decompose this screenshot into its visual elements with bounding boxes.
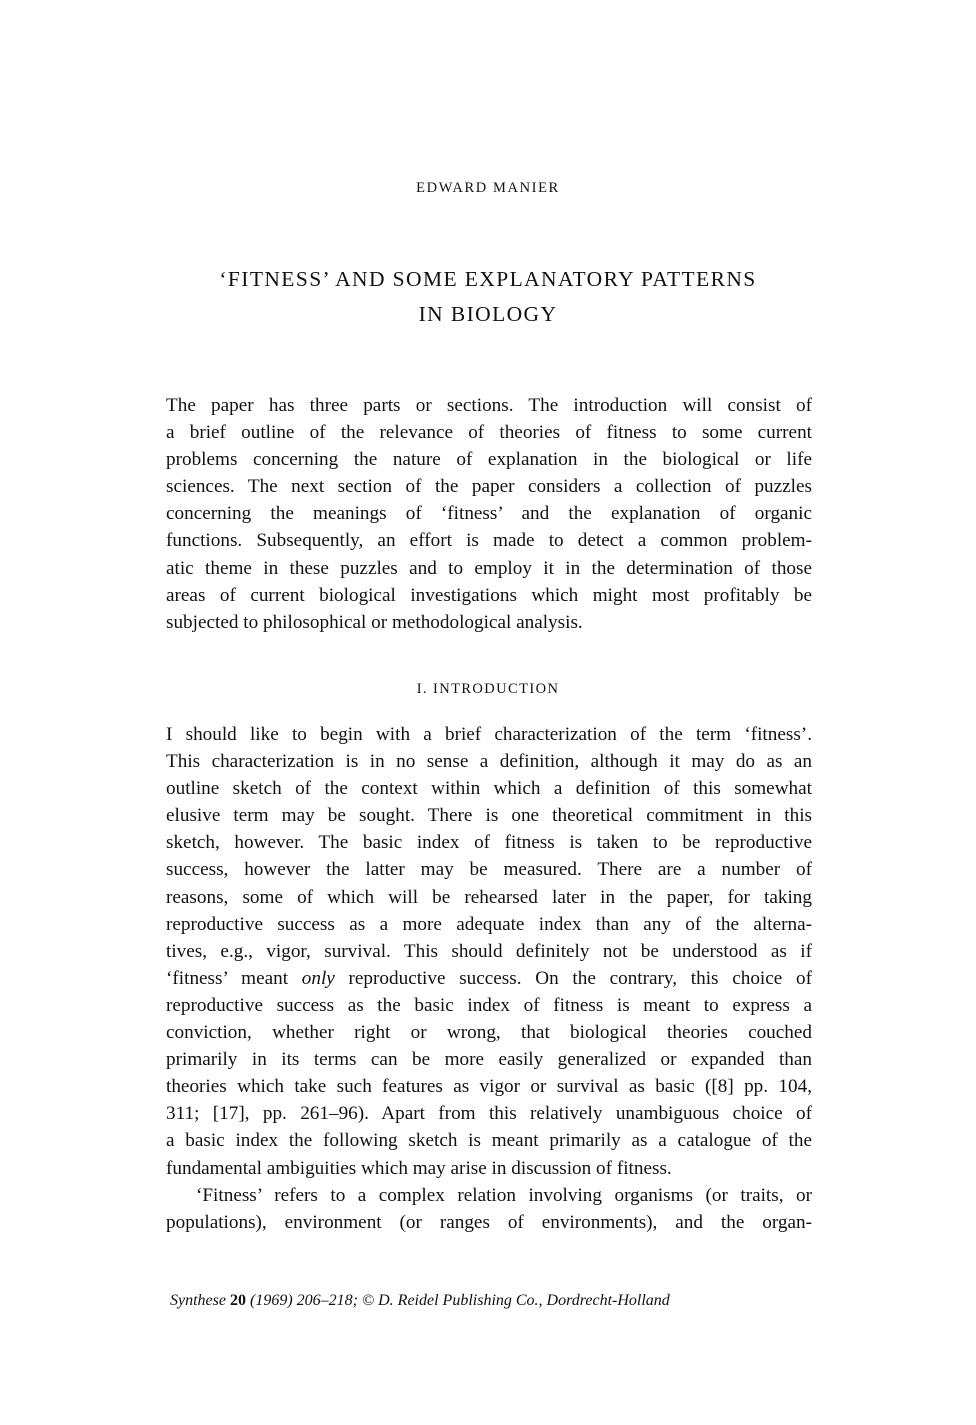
intro-line: sketch, however. The basic index of fitness is taken to be reproductive [166, 832, 812, 854]
intro-line: primarily in its terms can be more easily generalized or expanded than [166, 1049, 812, 1071]
journal-name: Synthese [170, 1292, 226, 1309]
para2-line: ‘Fitness’ refers to a complex relation involving organisms (or traits, or [196, 1184, 812, 1206]
abstract-line: problems concerning the nature of explanation in the biological or life [166, 449, 812, 471]
abstract-line: atic theme in these puzzles and to employ it in the determination of those [166, 557, 812, 579]
intro-line: I should like to begin with a brief characterization of the term ‘fitness’. [166, 724, 812, 745]
intro-line: reasons, some of which will be rehearsed later in the paper, for taking [166, 886, 812, 908]
abstract-line: areas of current biological investigations which might most profitably be [166, 584, 812, 606]
intro-line: elusive term may be sought. There is one theoretical commitment in this [166, 805, 812, 827]
emphasis-only: only [301, 967, 335, 989]
intro-line: success, however the latter may be measured. There are a number of [166, 859, 812, 881]
intro-line-part: reproductive success. On the contrary, this choice of [334, 967, 812, 989]
abstract-line: The paper has three parts or sections. The introduction will consist of [166, 395, 812, 416]
intro-line-with-emphasis [166, 965, 812, 992]
intro-line: fundamental ambiguities which may arise in discussion of fitness. [166, 1157, 672, 1179]
intro-line: outline sketch of the context within which a definition of this somewhat [166, 778, 812, 800]
abstract-line: functions. Subsequently, an effort is made to detect a common problem- [166, 530, 812, 552]
citation-footer [170, 1292, 670, 1310]
title-line-2: IN BIOLOGY [418, 302, 558, 326]
abstract-line: subjected to philosophical or methodological analysis. [166, 611, 583, 633]
intro-line-part: ‘fitness’ meant [166, 967, 302, 989]
intro-line: theories which take such features as vigor or survival as basic ([8] pp. 104, [166, 1076, 812, 1098]
journal-volume: 20 [229, 1292, 246, 1309]
intro-line: reproductive success as a more adequate index than any of the alterna- [166, 913, 812, 935]
abstract-line: a brief outline of the relevance of theories of fitness to some current [166, 422, 812, 444]
abstract-line: concerning the meanings of ‘fitness’ and the explanation of organic [166, 503, 812, 525]
abstract-paragraph [166, 392, 812, 636]
intro-paragraph [166, 721, 812, 1236]
intro-line: reproductive success as the basic index of fitness is meant to express a [166, 994, 812, 1016]
intro-line: 311; [17], pp. 261–96). Apart from this relatively unambiguous choice of [166, 1103, 812, 1125]
author-name: EDWARD MANIER [416, 180, 560, 196]
title-line-1: ‘FITNESS’ AND SOME EXPLANATORY PATTERNS [219, 267, 757, 291]
abstract-line: sciences. The next section of the paper considers a collection of puzzles [166, 476, 812, 498]
paper-title [0, 262, 976, 332]
intro-line: a basic index the following sketch is meant primarily as a catalogue of the [166, 1130, 812, 1152]
citation-rest: (1969) 206–218; © D. Reidel Publishing Co., Dordrecht-Holland [245, 1292, 670, 1309]
intro-line: conviction, whether right or wrong, that biological theories couched [166, 1022, 812, 1044]
para2-line: populations), environment (or ranges of environments), and the organ- [166, 1211, 812, 1233]
intro-line: This characterization is in no sense a definition, although it may do as an [166, 751, 812, 773]
intro-line: tives, e.g., vigor, survival. This should definitely not be understood as if [166, 940, 812, 962]
section-heading: I. INTRODUCTION [416, 681, 560, 697]
